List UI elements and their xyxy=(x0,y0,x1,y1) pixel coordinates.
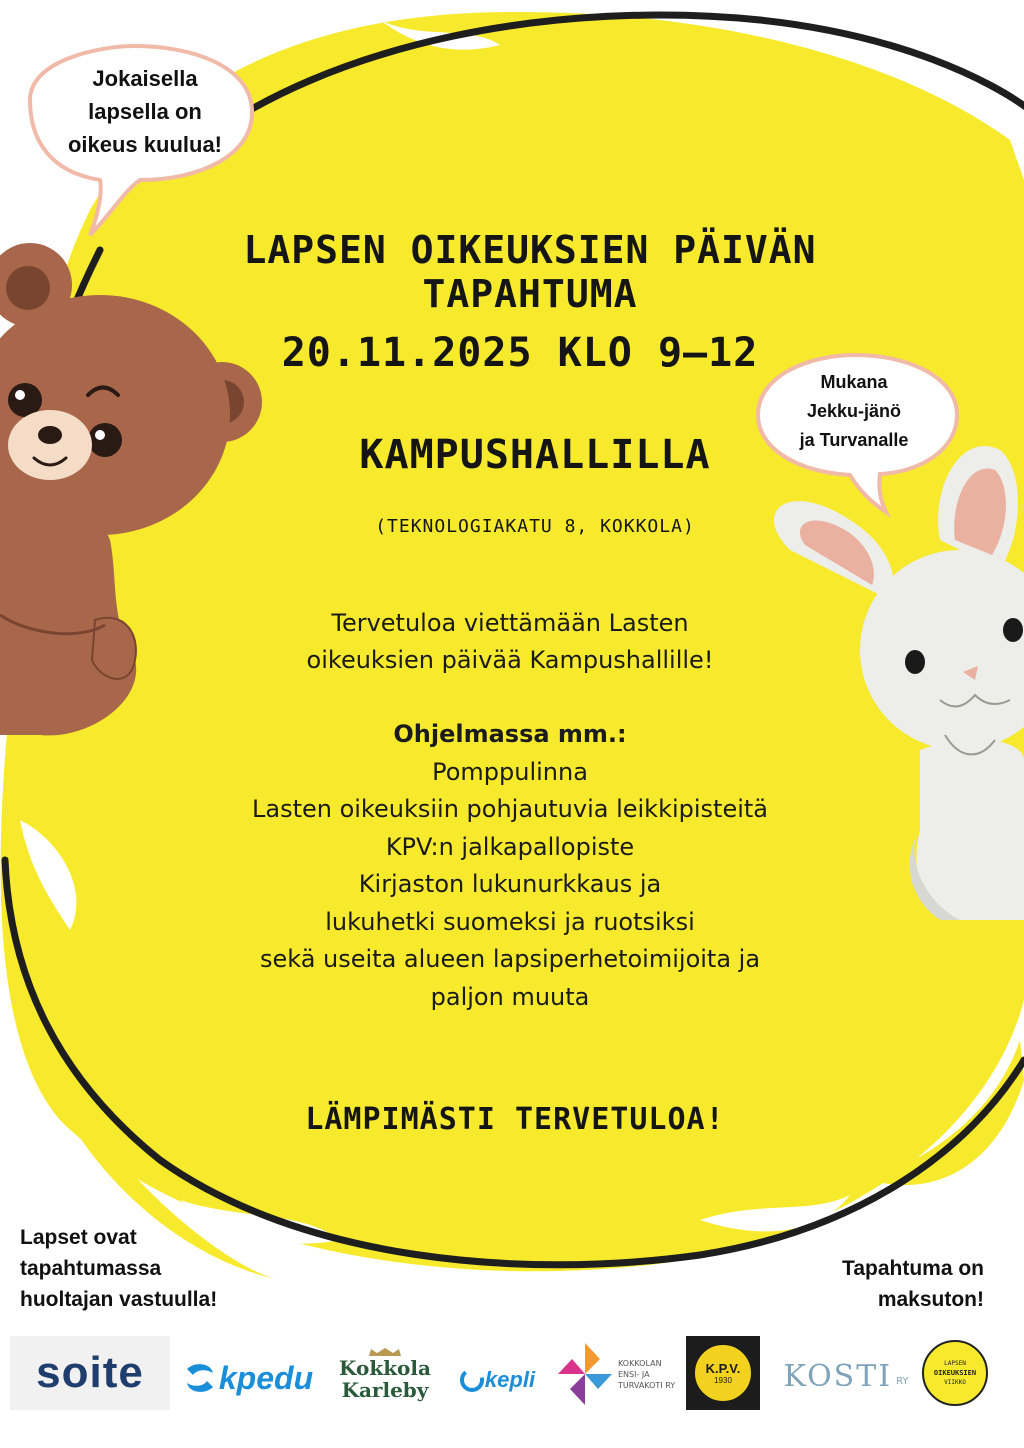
welcome-text: LÄMPIMÄSTI TERVETULOA! xyxy=(305,1102,725,1137)
pinwheel-icon xyxy=(556,1341,614,1407)
program-heading: Ohjelmassa mm.: xyxy=(393,720,627,748)
turvakoti-line: ENSI- JA xyxy=(618,1369,650,1379)
bubble-left-line: oikeus kuulua! xyxy=(67,132,223,157)
kpedu-logo xyxy=(176,1350,318,1406)
kokkola-line: Kokkola xyxy=(339,1356,431,1380)
event-datetime: 20.11.2025 KLO 9–12 xyxy=(281,330,759,376)
program-list xyxy=(190,716,830,1016)
program-item: paljon muuta xyxy=(430,982,590,1011)
bubble-left-line: lapsella on xyxy=(88,99,202,124)
intro-text xyxy=(230,605,790,679)
lapsen-line: LAPSEN xyxy=(944,1360,966,1367)
turvakoti-logo xyxy=(556,1338,676,1410)
viikko-line: VIIKKO xyxy=(944,1379,966,1386)
lapsen-oikeuksien-viikko-logo xyxy=(922,1340,988,1406)
bubble-right-line: Mukana xyxy=(820,372,888,392)
bubble-right-line: Jekku-jänö xyxy=(806,401,902,421)
turvakoti-text xyxy=(618,1358,675,1391)
kpv-badge xyxy=(692,1342,754,1404)
note-free-event xyxy=(760,1253,984,1315)
program-item: Pomppulinna xyxy=(432,757,588,786)
event-title: LAPSEN OIKEUKSIEN PÄIVÄN TAPAHTUMA xyxy=(243,228,817,316)
soite-logo xyxy=(10,1336,170,1410)
turvakoti-line: TURVAKOTI RY xyxy=(618,1380,676,1390)
kosti-suffix: RY xyxy=(896,1375,909,1387)
kokkola-karleby-logo xyxy=(332,1340,438,1408)
kepli-logo xyxy=(452,1358,542,1402)
note-right-line: Tapahtuma on xyxy=(842,1257,984,1280)
kpv-logo xyxy=(686,1336,760,1410)
turvakoti-line: KOKKOLAN xyxy=(618,1358,662,1368)
event-address: (TEKNOLOGIAKATU 8, KOKKOLA) xyxy=(375,516,695,537)
speech-bubble-left-text xyxy=(30,62,260,161)
program-item: KPV:n jalkapallopiste xyxy=(385,832,635,861)
kpv-logo-text: K.P.V. xyxy=(705,1361,741,1376)
note-guardian-responsibility xyxy=(20,1222,320,1315)
program-item: Lasten oikeuksiin pohjautuvia leikkipisteitä xyxy=(251,795,769,823)
kpedu-logo-text: kpedu xyxy=(218,1359,314,1396)
note-left-line: Lapset ovat xyxy=(20,1226,137,1249)
program-item: lukuhetki suomeksi ja ruotsiksi xyxy=(325,907,695,936)
note-left-line: tapahtumassa xyxy=(20,1257,162,1280)
intro-line: Tervetuloa viettämään Lasten xyxy=(331,609,689,637)
kosti-logo-text: KOSTI xyxy=(783,1358,893,1394)
kepli-logo-text: kepli xyxy=(484,1367,536,1392)
karleby-line: Karleby xyxy=(341,1378,429,1402)
kpv-year: 1930 xyxy=(714,1376,732,1385)
bubble-right-line: ja Turvanalle xyxy=(799,430,909,450)
oikeuksien-line: OIKEUKSIEN xyxy=(933,1369,977,1377)
note-right-line: maksuton! xyxy=(877,1288,984,1311)
event-place: KAMPUSHALLILLA xyxy=(359,432,711,478)
kpedu-swirl-icon xyxy=(181,1359,219,1397)
kepli-swirl-icon xyxy=(459,1367,485,1393)
bubble-left-line: Jokaisella xyxy=(92,66,198,91)
soite-logo-text: soite xyxy=(36,1348,144,1397)
intro-line: oikeuksien päivää Kampushallille! xyxy=(306,646,714,674)
kosti-logo xyxy=(778,1344,914,1408)
note-left-line: huoltajan vastuulla! xyxy=(20,1288,218,1311)
program-item: Kirjaston lukunurkkaus ja xyxy=(358,870,662,898)
program-item: sekä useita alueen lapsiperhetoimijoita ja xyxy=(259,945,761,973)
